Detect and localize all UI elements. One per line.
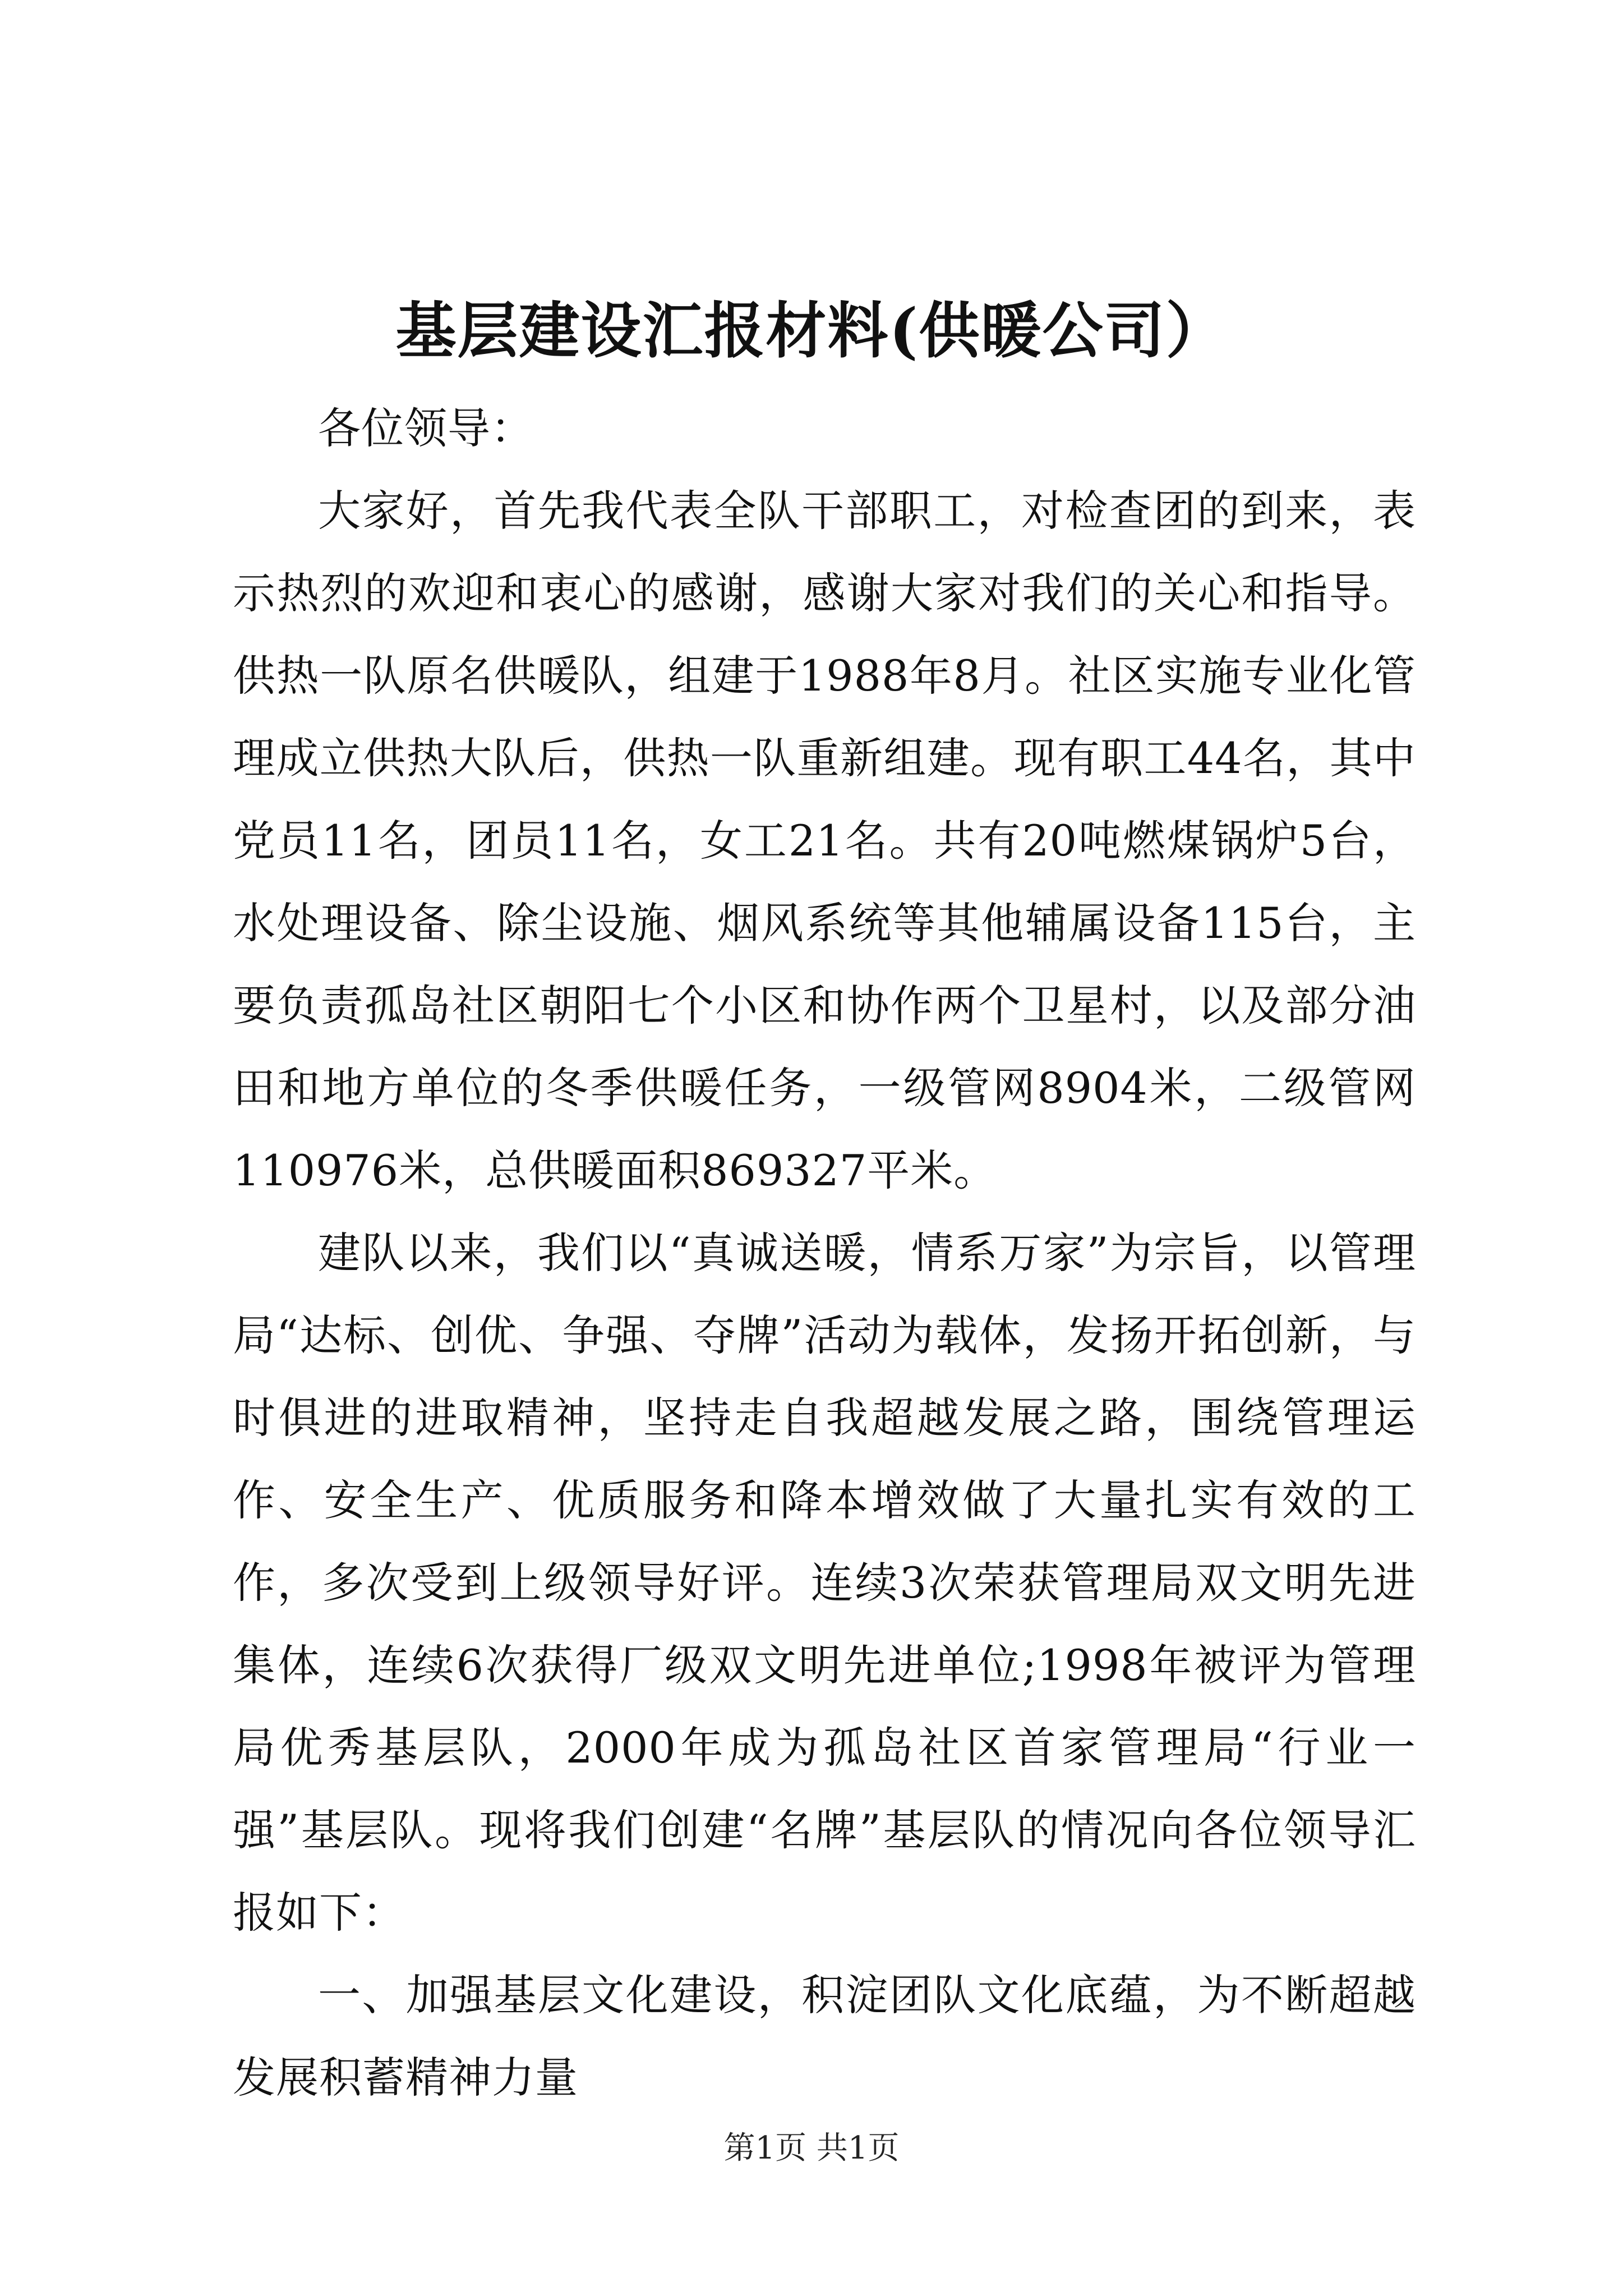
history-paragraph: 建队以来，我们以“真诚送暖，情系万家”为宗旨，以管理局“达标、创优、争强、夺牌”活动为载体，发扬开拓创新，与时俱进的进取精神，坚持走自我超越发展之路，围绕管理运作、安全生产、优质服务和降本增效做了大量扎实有效的工作，多次受到上级领导好评。连续3次荣获管理局双文明先进集体，连续6次获得厂级双文明先进单位;1998年被评为管理局优秀基层队，2000年成为孤岛社区首家管理局“行业一强”基层队。现将我们创建“名牌”基层队的情况向各位领导汇报如下： <box>233 1228 1416 1938</box>
intro-paragraph: 大家好，首先我代表全队干部职工，对检查团的到来，表示热烈的欢迎和衷心的感谢，感谢大家对我们的关心和指导。供热一队原名供暖队，组建于1988年8月。社区实施专业化管理成立供热大队后，供热一队重新组建。现有职工44名，其中党员11名，团员11名，女工21名。共有20吨燃煤锅炉5台，水处理设备、除尘设施、烟风系统等其他辅属设备115台，主要负责孤岛社区朝阳七个小区和协作两个卫星村，以及部分油田和地方单位的冬季供暖任务，一级管网8904米，二级管网110976米，总供暖面积869327平米。 <box>233 486 1416 1195</box>
page-footer: 第1页 共1页 <box>723 2130 900 2166</box>
greeting-paragraph: 各位领导： <box>318 403 534 453</box>
document-body <box>233 387 1416 2119</box>
section-heading-paragraph: 一、加强基层文化建设，积淀团队文化底蕴，为不断超越发展积蓄精神力量 <box>233 1970 1416 2102</box>
document-title: 基层建设汇报材料(供暖公司） <box>395 296 1228 366</box>
